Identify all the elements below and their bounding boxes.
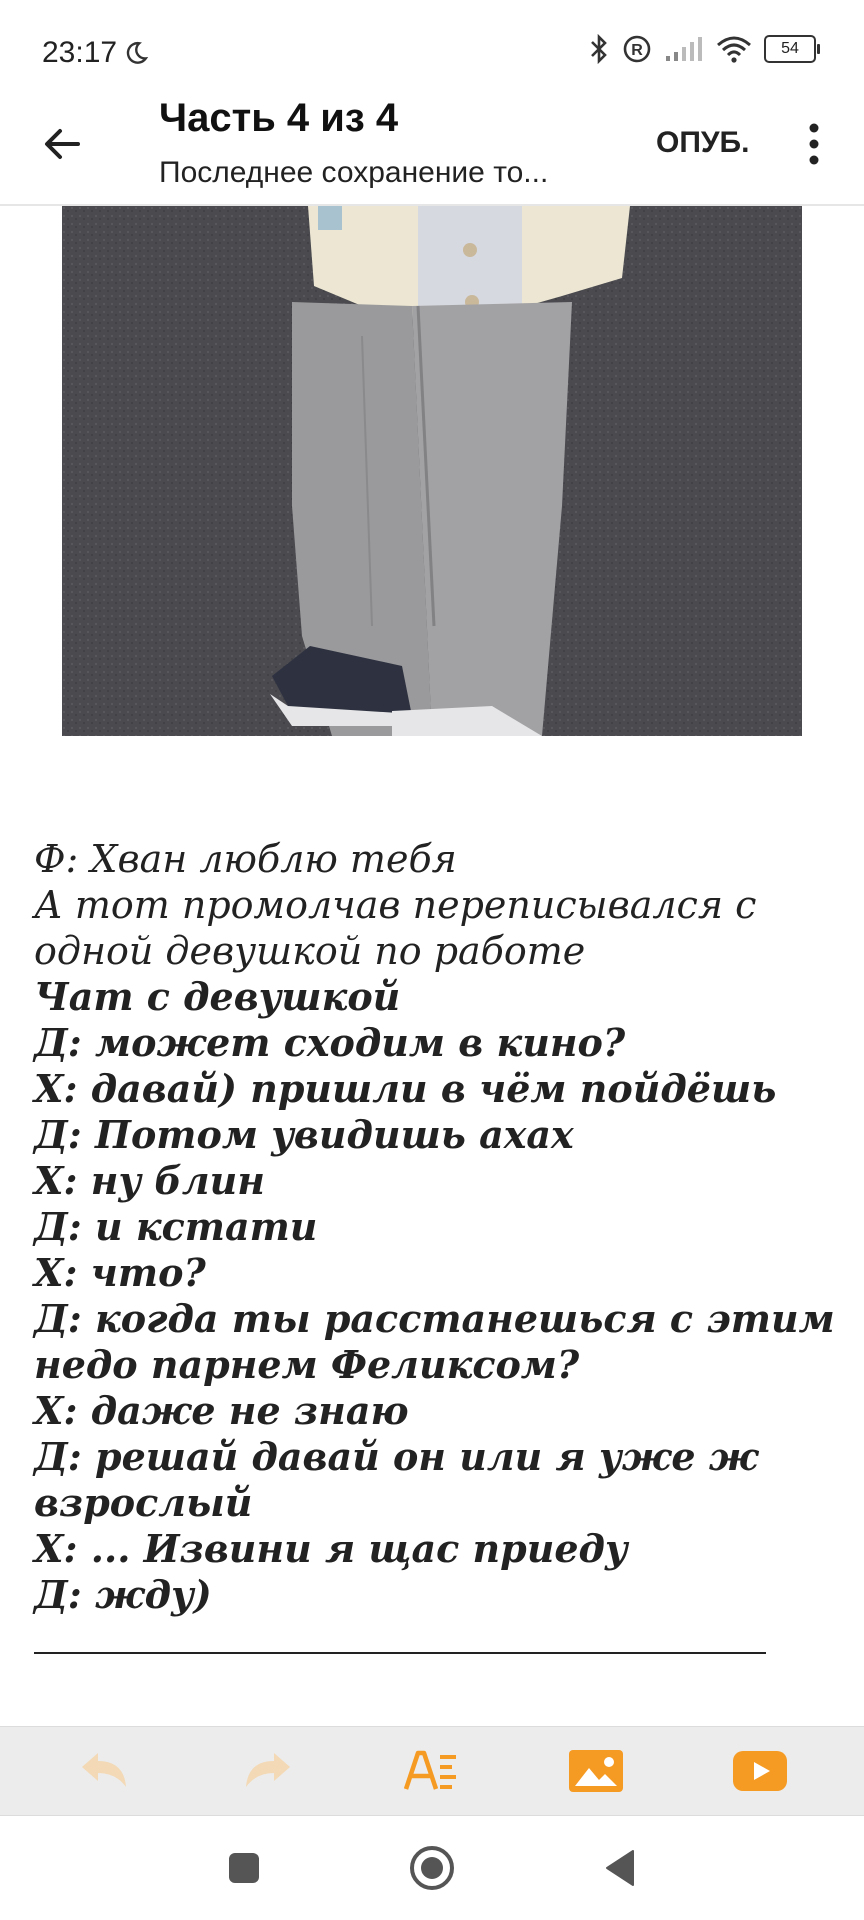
status-icons — [588, 34, 820, 64]
story-line: А тот промолчав переписывался с — [34, 883, 757, 927]
redo-button[interactable] — [240, 1747, 296, 1795]
recents-button[interactable] — [216, 1840, 272, 1896]
story-line: взрослый — [34, 1480, 253, 1525]
story-line: Д: и кстати — [34, 1204, 318, 1249]
story-line: Д: жду) — [34, 1572, 212, 1617]
editor-toolbar — [0, 1726, 864, 1816]
story-line: Х: даже не знаю — [34, 1388, 409, 1433]
story-line: Ф: Хван люблю тебя — [34, 837, 457, 881]
story-line: Д: решай давай он или я уже ж — [34, 1434, 759, 1479]
story-line: Чат с девушкой — [34, 974, 401, 1019]
bluetooth-icon — [588, 34, 610, 64]
story-line: Х: давай) пришли в чём пойдёшь — [34, 1066, 777, 1111]
story-line: одной девушкой по работе — [34, 929, 586, 973]
image-icon — [569, 1750, 623, 1792]
status-time-text: 23:17 — [42, 36, 118, 69]
back-arrow-icon[interactable] — [38, 120, 86, 168]
undo-icon — [78, 1751, 130, 1791]
signal-icon — [664, 34, 704, 64]
square-icon — [227, 1851, 261, 1885]
story-line: Д: может сходим в кино? — [34, 1020, 626, 1065]
moon-icon — [123, 40, 149, 66]
story-line: недо парнем Феликсом? — [34, 1342, 580, 1387]
horizontal-divider — [34, 1652, 766, 1654]
story-image[interactable] — [62, 206, 802, 736]
battery-level: 54 — [781, 40, 799, 57]
svg-text:R: R — [631, 42, 643, 59]
home-circle-icon — [408, 1844, 456, 1892]
status-bar — [0, 0, 864, 104]
video-icon — [733, 1751, 787, 1791]
status-time — [42, 36, 149, 70]
back-button[interactable] — [592, 1840, 648, 1896]
insert-image-button[interactable] — [568, 1747, 624, 1795]
insert-video-button[interactable] — [732, 1747, 788, 1795]
story-line: Д: Потом увидишь ахах — [34, 1112, 574, 1157]
publish-button[interactable]: ОПУБ. — [656, 126, 750, 159]
system-nav-bar — [0, 1816, 864, 1920]
home-button[interactable] — [404, 1840, 460, 1896]
outfit-photo — [62, 206, 802, 736]
registered-icon — [622, 34, 652, 64]
more-options-icon[interactable] — [796, 120, 832, 168]
redo-icon — [242, 1751, 294, 1791]
text-format-button[interactable] — [404, 1747, 460, 1795]
story-line: Х: ну блин — [34, 1158, 265, 1203]
battery-indicator — [764, 35, 820, 63]
app-bar — [0, 96, 864, 206]
wifi-icon — [716, 34, 752, 64]
story-line: Д: когда ты расстанешься с этим — [34, 1296, 835, 1341]
text-format-icon — [404, 1749, 460, 1793]
page-title: Часть 4 из 4 — [159, 96, 399, 140]
story-line: Х: что? — [34, 1250, 206, 1295]
last-saved-subtitle: Последнее сохранение то... — [159, 156, 549, 189]
back-triangle-icon — [603, 1848, 637, 1888]
story-line: Х: ... Извини я щас приеду — [34, 1526, 628, 1571]
story-text[interactable] — [34, 836, 834, 1618]
undo-button[interactable] — [76, 1747, 132, 1795]
